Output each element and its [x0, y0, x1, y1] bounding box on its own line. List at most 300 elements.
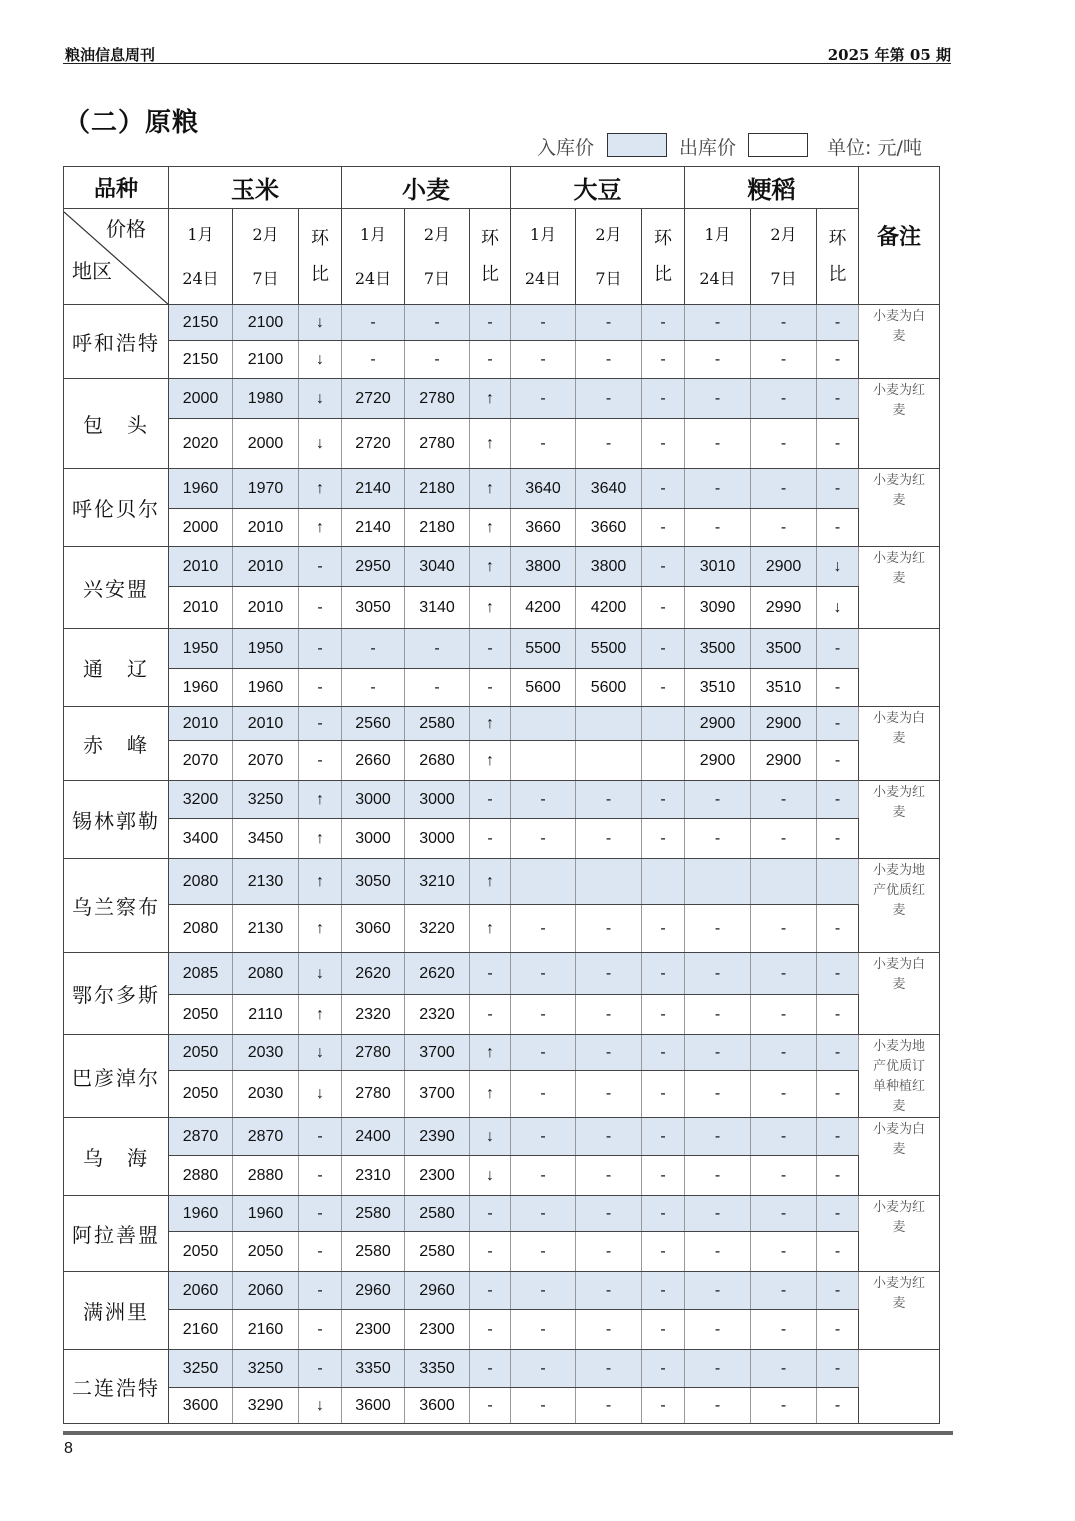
price-cell: - — [405, 305, 470, 341]
remark-cell: 小麦为白麦 — [859, 953, 940, 1035]
change-cell: ↑ — [299, 469, 342, 509]
price-cell: - — [685, 509, 751, 547]
change-cell: - — [642, 305, 685, 341]
price-cell: - — [685, 953, 751, 995]
change-cell: - — [470, 819, 511, 859]
price-cell: 2990 — [751, 587, 817, 629]
table-row — [64, 547, 940, 587]
region-name: 鄂尔多斯 — [64, 953, 169, 1035]
price-cell: - — [751, 1388, 817, 1424]
change-cell: - — [642, 819, 685, 859]
date1-line: 1月 — [529, 224, 557, 244]
price-cell: 2100 — [233, 305, 299, 341]
price-cell: 2010 — [233, 707, 299, 741]
change-cell: ↓ — [299, 1071, 342, 1118]
price-cell: 2870 — [169, 1118, 233, 1156]
table-row — [64, 469, 940, 509]
date-header — [342, 209, 405, 305]
date2-line: 2月 — [423, 224, 451, 244]
price-cell: - — [511, 1071, 576, 1118]
price-cell: 2780 — [405, 419, 470, 469]
change-cell: - — [817, 509, 859, 547]
price-cell: - — [751, 379, 817, 419]
change-cell: ↑ — [470, 509, 511, 547]
change-cell: - — [817, 953, 859, 995]
table-row — [64, 1272, 940, 1310]
price-cell: 2580 — [405, 707, 470, 741]
change-line: 环 — [311, 227, 329, 249]
price-cell: 3600 — [342, 1388, 405, 1424]
table-row — [64, 1310, 940, 1350]
price-cell: - — [511, 819, 576, 859]
change-cell: - — [642, 1035, 685, 1071]
price-cell: 1950 — [169, 629, 233, 669]
table-row — [64, 419, 940, 469]
price-cell: - — [511, 1118, 576, 1156]
change-cell: - — [642, 1310, 685, 1350]
price-cell: 2320 — [342, 995, 405, 1035]
price-cell: 2180 — [405, 509, 470, 547]
change-cell: - — [642, 1196, 685, 1232]
change-cell: - — [642, 905, 685, 953]
price-cell: - — [751, 341, 817, 379]
region-name: 包 头 — [64, 379, 169, 469]
price-cell: 3060 — [342, 905, 405, 953]
price-cell: 2030 — [233, 1071, 299, 1118]
change-cell: - — [299, 1232, 342, 1272]
issue-number: 2025 年第 05 期 — [827, 46, 951, 64]
date1-line: 1月 — [187, 224, 214, 244]
date1-line: 24日 — [524, 268, 562, 288]
price-cell: - — [751, 1071, 817, 1118]
table-row — [64, 707, 940, 741]
price-cell: 3220 — [405, 905, 470, 953]
section-title: （二）原粮 — [64, 108, 200, 138]
change-header — [642, 209, 685, 305]
price-cell: 2000 — [233, 419, 299, 469]
price-cell — [685, 859, 751, 905]
date2-line: 7日 — [252, 268, 279, 288]
price-cell: 2680 — [405, 741, 470, 781]
price-cell: 2310 — [342, 1156, 405, 1196]
remark-cell: 小麦为白麦 — [859, 707, 940, 781]
price-cell: - — [511, 305, 576, 341]
remark-cell: 小麦为红麦 — [859, 781, 940, 859]
region-name: 乌 海 — [64, 1118, 169, 1196]
change-cell: - — [817, 469, 859, 509]
table-row — [64, 1118, 940, 1156]
change-cell: ↑ — [470, 859, 511, 905]
remark-cell — [859, 629, 940, 707]
remark-cell: 小麦为白麦 — [859, 1118, 940, 1196]
price-cell: 2160 — [169, 1310, 233, 1350]
change-cell: - — [817, 1272, 859, 1310]
price-cell: - — [685, 905, 751, 953]
price-cell: 2030 — [233, 1035, 299, 1071]
price-cell: - — [751, 905, 817, 953]
price-cell: 2580 — [342, 1196, 405, 1232]
price-cell: 3500 — [751, 629, 817, 669]
price-cell: 2300 — [342, 1310, 405, 1350]
price-cell: - — [405, 629, 470, 669]
price-cell — [511, 859, 576, 905]
price-cell: 3640 — [511, 469, 576, 509]
change-cell: ↑ — [470, 547, 511, 587]
change-cell: - — [299, 1118, 342, 1156]
price-cell: 3140 — [405, 587, 470, 629]
change-cell: ↓ — [299, 419, 342, 469]
price-cell: 1960 — [169, 1196, 233, 1232]
price-cell: - — [576, 341, 642, 379]
price-cell: 3350 — [342, 1350, 405, 1388]
table-row — [64, 953, 940, 995]
price-cell: 2160 — [233, 1310, 299, 1350]
change-cell: ↑ — [470, 469, 511, 509]
price-cell: - — [576, 1310, 642, 1350]
price-cell: 2320 — [405, 995, 470, 1035]
change-cell: - — [642, 547, 685, 587]
change-cell: ↓ — [470, 1118, 511, 1156]
price-cell: 1950 — [233, 629, 299, 669]
change-cell: - — [642, 1388, 685, 1424]
price-cell: - — [685, 379, 751, 419]
price-cell: - — [342, 629, 405, 669]
price-cell: - — [511, 1196, 576, 1232]
price-cell: 2580 — [405, 1196, 470, 1232]
price-cell: 2720 — [342, 419, 405, 469]
change-cell: - — [470, 781, 511, 819]
date2-line: 2月 — [252, 224, 279, 244]
change-cell: - — [642, 1350, 685, 1388]
change-cell: - — [299, 1156, 342, 1196]
price-cell: 3040 — [405, 547, 470, 587]
price-cell: - — [576, 1388, 642, 1424]
price-cell: - — [511, 1310, 576, 1350]
remark-cell — [859, 1350, 940, 1424]
table-row — [64, 305, 940, 341]
change-cell: - — [642, 469, 685, 509]
remark-cell: 小麦为红麦 — [859, 1272, 940, 1350]
region-label: 地区 — [72, 259, 112, 283]
table-row — [64, 1156, 940, 1196]
price-cell: 2780 — [405, 379, 470, 419]
table-row — [64, 1388, 940, 1424]
price-cell: 2150 — [169, 341, 233, 379]
price-cell: 3600 — [169, 1388, 233, 1424]
price-cell: 2000 — [169, 509, 233, 547]
price-cell: 2580 — [342, 1232, 405, 1272]
price-cell: 2050 — [169, 995, 233, 1035]
price-cell: 1960 — [233, 669, 299, 707]
header-divider — [63, 63, 951, 64]
price-cell: 2620 — [342, 953, 405, 995]
change-cell: - — [817, 1388, 859, 1424]
price-cell: - — [685, 469, 751, 509]
change-cell: ↑ — [299, 905, 342, 953]
price-cell: 3500 — [685, 629, 751, 669]
change-cell: - — [817, 1310, 859, 1350]
price-cell: - — [511, 1350, 576, 1388]
change-cell: - — [642, 419, 685, 469]
change-cell: - — [817, 781, 859, 819]
remark-cell: 小麦为白麦 — [859, 305, 940, 379]
price-cell: - — [511, 1156, 576, 1196]
change-cell: ↓ — [299, 305, 342, 341]
price-cell: - — [751, 305, 817, 341]
table-row — [64, 781, 940, 819]
price-cell — [576, 859, 642, 905]
change-cell: - — [817, 819, 859, 859]
price-cell: - — [685, 419, 751, 469]
price-cell: - — [576, 1232, 642, 1272]
change-cell: - — [299, 1196, 342, 1232]
price-region-corner — [64, 209, 169, 305]
price-cell: - — [685, 995, 751, 1035]
price-cell: 2950 — [342, 547, 405, 587]
change-cell: - — [299, 1310, 342, 1350]
change-cell: ↓ — [817, 587, 859, 629]
grain-price-table — [63, 166, 940, 1424]
price-label: 价格 — [106, 217, 146, 241]
change-cell: - — [642, 995, 685, 1035]
price-cell: 3510 — [751, 669, 817, 707]
change-cell: - — [299, 629, 342, 669]
change-cell: - — [299, 587, 342, 629]
price-cell: - — [511, 1232, 576, 1272]
change-line: 比 — [311, 263, 329, 285]
crop-header-soybean: 大豆 — [511, 167, 685, 209]
change-cell: - — [470, 1350, 511, 1388]
remark-cell: 小麦为红麦 — [859, 379, 940, 469]
price-cell: 4200 — [511, 587, 576, 629]
price-cell: - — [685, 1118, 751, 1156]
date2-line: 2月 — [770, 224, 797, 244]
change-cell: ↓ — [299, 379, 342, 419]
date2-line: 7日 — [423, 268, 451, 288]
remark-cell: 小麦为地产优质红麦 — [859, 859, 940, 953]
price-cell: 3400 — [169, 819, 233, 859]
change-cell: - — [817, 1350, 859, 1388]
remark-cell: 小麦为地产优质订单种植红麦 — [859, 1035, 940, 1118]
change-cell: - — [470, 1310, 511, 1350]
price-cell: 2110 — [233, 995, 299, 1035]
legend-out-swatch — [748, 133, 808, 157]
price-cell: - — [576, 781, 642, 819]
price-cell: 2900 — [685, 741, 751, 781]
price-cell: - — [511, 995, 576, 1035]
crop-header-corn: 玉米 — [169, 167, 342, 209]
date1-line: 24日 — [354, 268, 392, 288]
price-cell: - — [511, 419, 576, 469]
region-name: 锡林郭勒 — [64, 781, 169, 859]
price-cell: - — [685, 781, 751, 819]
price-cell: 3250 — [169, 1350, 233, 1388]
price-cell: 2180 — [405, 469, 470, 509]
price-cell: - — [751, 995, 817, 1035]
price-cell: 3510 — [685, 669, 751, 707]
price-cell: - — [685, 1071, 751, 1118]
change-cell: - — [642, 953, 685, 995]
price-cell: 3800 — [511, 547, 576, 587]
table-row — [64, 1035, 940, 1071]
change-cell: ↑ — [470, 1035, 511, 1071]
price-cell: 2140 — [342, 509, 405, 547]
price-cell: - — [685, 1310, 751, 1350]
change-cell: ↓ — [817, 547, 859, 587]
price-cell: - — [751, 1310, 817, 1350]
date1-line: 1月 — [704, 224, 731, 244]
price-cell: 2560 — [342, 707, 405, 741]
change-header — [817, 209, 859, 305]
date-header — [685, 209, 751, 305]
price-cell: - — [751, 1350, 817, 1388]
price-cell: - — [405, 669, 470, 707]
price-cell: - — [576, 305, 642, 341]
price-cell — [511, 741, 576, 781]
change-cell: - — [470, 953, 511, 995]
price-cell: 2900 — [751, 547, 817, 587]
change-cell: ↑ — [470, 587, 511, 629]
price-cell: - — [576, 819, 642, 859]
crop-header-japonica-rice: 粳稻 — [685, 167, 859, 209]
change-line: 环 — [828, 227, 847, 249]
crop-header-wheat: 小麦 — [342, 167, 511, 209]
change-cell — [642, 859, 685, 905]
change-cell: - — [299, 547, 342, 587]
table-row — [64, 1350, 940, 1388]
price-cell: 2780 — [342, 1071, 405, 1118]
legend-out-label: 出库价 — [679, 137, 737, 159]
price-cell: - — [511, 341, 576, 379]
change-cell: - — [817, 905, 859, 953]
change-cell: - — [642, 1118, 685, 1156]
change-cell: - — [470, 995, 511, 1035]
price-cell: - — [576, 905, 642, 953]
price-cell: - — [751, 469, 817, 509]
price-cell: 5500 — [511, 629, 576, 669]
price-cell: 3640 — [576, 469, 642, 509]
change-cell: ↓ — [470, 1156, 511, 1196]
change-cell: - — [642, 781, 685, 819]
price-cell: - — [751, 953, 817, 995]
change-cell: - — [817, 1071, 859, 1118]
region-name: 兴安盟 — [64, 547, 169, 629]
page-number: 8 — [64, 1440, 73, 1457]
price-cell: 2010 — [169, 707, 233, 741]
change-cell: ↑ — [470, 1071, 511, 1118]
change-cell: - — [817, 669, 859, 707]
price-cell: 3000 — [405, 781, 470, 819]
price-cell: 2960 — [342, 1272, 405, 1310]
price-cell: 2400 — [342, 1118, 405, 1156]
table-row — [64, 379, 940, 419]
price-cell: - — [342, 669, 405, 707]
price-cell: 3290 — [233, 1388, 299, 1424]
price-cell: - — [751, 819, 817, 859]
change-cell: ↓ — [299, 1388, 342, 1424]
price-cell: 3200 — [169, 781, 233, 819]
change-cell: ↑ — [470, 741, 511, 781]
price-cell: 1970 — [233, 469, 299, 509]
price-cell: - — [511, 1035, 576, 1071]
remark-cell: 小麦为红麦 — [859, 547, 940, 629]
price-cell: 1980 — [233, 379, 299, 419]
price-cell: 2390 — [405, 1118, 470, 1156]
change-cell: - — [299, 1350, 342, 1388]
price-cell: 2010 — [169, 547, 233, 587]
price-cell: 5500 — [576, 629, 642, 669]
price-cell: - — [751, 1232, 817, 1272]
change-cell: ↑ — [299, 781, 342, 819]
price-cell: 2000 — [169, 379, 233, 419]
price-cell: - — [685, 1232, 751, 1272]
change-cell: ↑ — [470, 379, 511, 419]
price-cell: 2070 — [169, 741, 233, 781]
price-cell: 2130 — [233, 859, 299, 905]
change-cell: - — [817, 1232, 859, 1272]
change-cell: - — [642, 509, 685, 547]
price-cell: - — [511, 905, 576, 953]
change-cell — [642, 741, 685, 781]
table-row — [64, 1071, 940, 1118]
region-name: 通 辽 — [64, 629, 169, 707]
date-header — [405, 209, 470, 305]
change-cell: - — [642, 341, 685, 379]
category-header: 品种 — [64, 167, 169, 209]
change-cell: - — [642, 669, 685, 707]
price-cell: 2080 — [233, 953, 299, 995]
price-cell: - — [511, 379, 576, 419]
price-cell: 3450 — [233, 819, 299, 859]
price-cell: 3210 — [405, 859, 470, 905]
price-cell: 1960 — [233, 1196, 299, 1232]
price-cell: 2620 — [405, 953, 470, 995]
price-cell: - — [751, 419, 817, 469]
change-cell: - — [817, 1035, 859, 1071]
date2-line: 7日 — [595, 268, 622, 288]
region-name: 阿拉善盟 — [64, 1196, 169, 1272]
price-cell: 2085 — [169, 953, 233, 995]
price-cell: - — [685, 1035, 751, 1071]
price-cell — [751, 859, 817, 905]
change-cell: - — [642, 1232, 685, 1272]
price-cell: 4200 — [576, 587, 642, 629]
price-cell: - — [685, 1388, 751, 1424]
change-cell: - — [470, 629, 511, 669]
price-cell: - — [576, 995, 642, 1035]
change-line: 比 — [828, 263, 847, 285]
change-line: 比 — [654, 263, 672, 285]
change-cell: - — [642, 1156, 685, 1196]
price-cell: - — [576, 379, 642, 419]
price-cell: 2960 — [405, 1272, 470, 1310]
price-cell: - — [751, 509, 817, 547]
table-row — [64, 905, 940, 953]
price-cell: - — [685, 1196, 751, 1232]
change-cell — [642, 707, 685, 741]
price-cell: 3600 — [405, 1388, 470, 1424]
price-cell: - — [685, 1350, 751, 1388]
change-cell: - — [470, 305, 511, 341]
region-name: 呼伦贝尔 — [64, 469, 169, 547]
price-cell: - — [751, 781, 817, 819]
price-cell: 2050 — [169, 1035, 233, 1071]
price-cell: - — [576, 1118, 642, 1156]
date-header — [169, 209, 233, 305]
price-cell: 3660 — [576, 509, 642, 547]
price-cell: - — [511, 953, 576, 995]
price-cell: 2300 — [405, 1310, 470, 1350]
